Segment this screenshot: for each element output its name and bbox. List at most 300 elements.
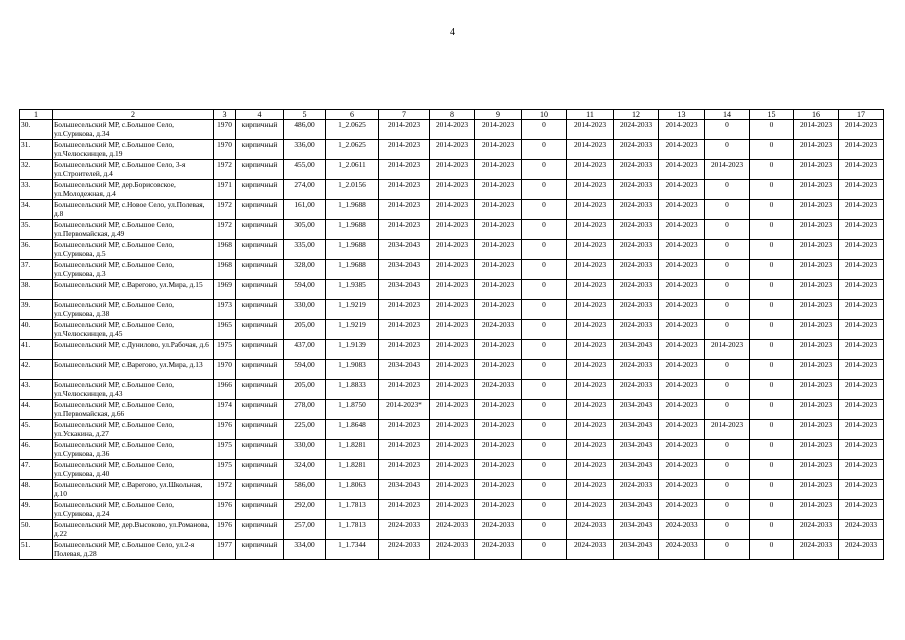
table-row [20,360,884,380]
table-cell: 39. [20,300,53,320]
table-cell: 0 [750,200,794,220]
table-cell: 0 [705,500,750,520]
table-cell: 0 [705,320,750,340]
table-cell: 2014-2023 [430,380,475,400]
table-cell: 2014-2023 [659,400,705,420]
table-cell: 0 [750,320,794,340]
table-cell: 0 [750,380,794,400]
table-cell: 0 [522,420,567,440]
table-cell: 335,00 [284,240,326,260]
table-cell: 0 [705,240,750,260]
table-cell: 1975 [214,460,236,480]
table-cell: 0 [522,500,567,520]
table-cell: 2014-2023 [794,440,839,460]
table-cell: 2024-2033 [475,520,522,540]
table-cell: 32. [20,160,53,180]
table-cell: 2014-2023 [475,200,522,220]
table-cell: 2014-2023 [839,380,884,400]
table-cell: 30. [20,120,53,140]
address-cell: Большесельский МР, с.Варегово, ул.Мира, д.15 [53,280,214,300]
table-cell: 47. [20,460,53,480]
table-cell: 0 [522,440,567,460]
table-cell: 1_1.9688 [326,240,379,260]
table-cell: 2024-2033 [614,360,659,380]
table-cell: 2014-2023 [794,460,839,480]
table-cell: 0 [522,340,567,360]
address-cell: Большесельский МР, с.Большое Село, ул.Сурикова, д.5 [53,240,214,260]
table-cell: 2014-2023 [379,180,430,200]
table-cell: 0 [750,240,794,260]
table-cell: 2014-2023 [839,360,884,380]
address-cell: Большесельский МР, с.Новое Село, ул.Полевая, д.8 [53,200,214,220]
table-cell: 0 [705,120,750,140]
table-cell: 0 [522,240,567,260]
table-cell: 0 [522,200,567,220]
table-cell: 2014-2023 [475,260,522,280]
table-cell: 2014-2023 [475,300,522,320]
table-cell: 31. [20,140,53,160]
table-cell: кирпичный [236,460,284,480]
table-cell: 51. [20,540,53,560]
table-cell: 1_1.9219 [326,300,379,320]
table-cell: 1_1.7344 [326,540,379,560]
table-cell: 2014-2023 [794,500,839,520]
table-cell: 1965 [214,320,236,340]
table-cell: 1975 [214,340,236,360]
table-cell: 2014-2023 [839,340,884,360]
table-cell: 0 [522,160,567,180]
table-cell: 2014-2023 [839,420,884,440]
table-cell: 2014-2023 [379,440,430,460]
table-cell: 0 [750,340,794,360]
housing-register-table [19,109,884,560]
table-cell: 1974 [214,400,236,420]
table-row [20,520,884,540]
table-row [20,200,884,220]
table-cell: 1_1.9688 [326,260,379,280]
table-cell: 161,00 [284,200,326,220]
address-cell: Большесельский МР, с.Большое Село, ул.Сурикова, д.24 [53,500,214,520]
table-row [20,140,884,160]
table-cell: 1_2.0625 [326,120,379,140]
table-cell: 1969 [214,280,236,300]
table-row [20,180,884,200]
table-cell: 2014-2023 [567,160,614,180]
table-cell: 2014-2023 [475,180,522,200]
table-cell: 594,00 [284,360,326,380]
table-cell: 1968 [214,240,236,260]
table-cell: 0 [522,220,567,240]
table-cell: 2014-2023 [794,400,839,420]
table-row [20,160,884,180]
table-cell: 2024-2033 [614,120,659,140]
table-cell: 2014-2023 [659,380,705,400]
table-row [20,460,884,480]
table-cell: 1973 [214,300,236,320]
table-cell: 1970 [214,140,236,160]
address-cell: Большесельский МР, с.Большое Село, ул.Челюскинцев, д.45 [53,320,214,340]
column-header: 7 [379,110,430,120]
table-row [20,400,884,420]
table-cell: 292,00 [284,500,326,520]
table-cell: 2014-2023 [794,120,839,140]
table-cell: 2034-2043 [614,460,659,480]
table-cell: 0 [705,380,750,400]
table-cell: 586,00 [284,480,326,500]
table-row [20,280,884,300]
table-cell: кирпичный [236,240,284,260]
table-row [20,240,884,260]
table-cell: 2014-2023 [839,140,884,160]
table-cell: 2014-2023 [567,380,614,400]
table-cell: 2024-2033 [794,520,839,540]
table-cell: кирпичный [236,520,284,540]
table-cell: 2014-2023 [659,120,705,140]
table-cell: 2014-2023 [567,340,614,360]
table-row [20,480,884,500]
table-cell: 0 [750,440,794,460]
table-cell: 0 [522,520,567,540]
table-cell: 2034-2043 [614,500,659,520]
table-row [20,440,884,460]
table-cell: 2014-2023 [379,140,430,160]
table-cell: 2024-2033 [614,240,659,260]
table-cell: 2014-2023 [659,280,705,300]
column-header: 16 [794,110,839,120]
table-cell: 2014-2023 [659,440,705,460]
table-cell: 2024-2033 [794,540,839,560]
table-cell: 328,00 [284,260,326,280]
table-cell: 2014-2023 [705,340,750,360]
table-cell: 2014-2023 [430,220,475,240]
table-cell: 2024-2033 [614,480,659,500]
table-cell: 2014-2023 [430,460,475,480]
column-header: 8 [430,110,475,120]
table-cell: 2014-2023 [659,340,705,360]
table-body [20,120,884,560]
table-cell: 2024-2033 [614,140,659,160]
table-cell: 2014-2023 [430,240,475,260]
column-header: 17 [839,110,884,120]
table-cell: 2014-2023 [839,500,884,520]
table-cell: 0 [750,160,794,180]
address-cell: Большесельский МР, дер.Высоково, ул.Романова, д.22 [53,520,214,540]
table-cell: 2034-2043 [379,240,430,260]
table-cell: 42. [20,360,53,380]
table-cell: кирпичный [236,120,284,140]
table-cell: 2014-2023 [794,320,839,340]
table-cell: 0 [522,480,567,500]
table-cell: 2034-2043 [614,520,659,540]
table-cell: 1972 [214,160,236,180]
table-cell: кирпичный [236,340,284,360]
table-cell: 2014-2023 [794,180,839,200]
table-cell: 1_1.7813 [326,520,379,540]
table-cell: 2034-2043 [614,440,659,460]
table-cell: 437,00 [284,340,326,360]
column-header: 1 [20,110,53,120]
table-cell: 2014-2023 [475,440,522,460]
address-cell: Большесельский МР, с.Большое Село, ул.Сурикова, д.3 [53,260,214,280]
table-cell: 0 [750,280,794,300]
table-cell: 334,00 [284,540,326,560]
table-cell: 0 [705,300,750,320]
address-cell: Большесельский МР, с.Варегово, ул.Мира, д.13 [53,360,214,380]
table-cell: 2034-2043 [614,340,659,360]
table-cell: 2014-2023 [659,140,705,160]
table-cell: 1_2.0625 [326,140,379,160]
table-cell: 1_1.8750 [326,400,379,420]
table-cell: 2014-2023 [379,500,430,520]
table-cell: 1_1.9688 [326,200,379,220]
table-cell: 2034-2043 [379,360,430,380]
table-cell: 34. [20,200,53,220]
table-cell: 1_1.9219 [326,320,379,340]
table-cell: 2014-2023 [475,160,522,180]
table-cell: 2014-2023 [659,240,705,260]
table-cell: 2014-2023 [567,280,614,300]
table-cell: 0 [522,540,567,560]
table-cell: 2014-2023 [430,160,475,180]
table-row [20,540,884,560]
table-cell: 2014-2023 [475,360,522,380]
table-cell: 0 [705,180,750,200]
address-cell: Большесельский МР, с.Большое Село, ул.Челюскинцев, д.19 [53,140,214,160]
table-cell: кирпичный [236,480,284,500]
address-cell: Большесельский МР, с.Дунилово, ул.Рабочая, д.6 [53,340,214,360]
table-cell: 2014-2023 [430,180,475,200]
address-cell: Большесельский МР, с.Большое Село, ул.Первомайская, д.49 [53,220,214,240]
table-cell: 48. [20,480,53,500]
table-cell: 2014-2023 [839,160,884,180]
table-cell: кирпичный [236,380,284,400]
table-cell: 0 [750,140,794,160]
table-cell: 2014-2023 [705,420,750,440]
table-cell: 0 [750,520,794,540]
table-cell: 2014-2023 [839,280,884,300]
table-cell: 0 [522,280,567,300]
table-cell: 2014-2023 [794,200,839,220]
address-cell: Большесельский МР, с.Большое Село, ул.2-я Полевая, д.28 [53,540,214,560]
table-cell: 2024-2033 [379,520,430,540]
table-cell: 2024-2033 [430,520,475,540]
table-cell: 2024-2033 [659,520,705,540]
table-cell: 205,00 [284,380,326,400]
table-row [20,340,884,360]
table-cell: 274,00 [284,180,326,200]
table-cell: 0 [705,480,750,500]
table-cell: 1_1.8281 [326,460,379,480]
table-cell: 2034-2043 [379,280,430,300]
table-cell: 2014-2023 [839,120,884,140]
table-cell: 205,00 [284,320,326,340]
table-cell: 0 [522,140,567,160]
table-cell: 33. [20,180,53,200]
table-cell: 2034-2043 [379,260,430,280]
table-cell: 2024-2033 [567,520,614,540]
address-cell: Большесельский МР, с.Варегово, ул.Школьная, д.10 [53,480,214,500]
table-row [20,300,884,320]
table-cell: 2014-2023 [475,220,522,240]
table-cell: 36. [20,240,53,260]
table-cell: 2014-2023 [430,320,475,340]
table-cell: 0 [750,460,794,480]
table-cell: 0 [522,400,567,420]
table-cell: 2014-2023 [839,300,884,320]
table-cell: 2014-2023 [475,500,522,520]
table-cell: 0 [750,220,794,240]
table-cell: 1_1.9139 [326,340,379,360]
table-cell: 1970 [214,120,236,140]
table-cell: 50. [20,520,53,540]
table-cell: 2034-2043 [379,480,430,500]
table-cell: 2024-2033 [475,380,522,400]
table-cell: 2014-2023 [567,420,614,440]
table-cell: 2014-2023 [379,300,430,320]
table-cell: 2024-2033 [430,540,475,560]
table-cell: 0 [750,420,794,440]
table-cell: кирпичный [236,420,284,440]
table-cell: 2014-2023 [794,420,839,440]
table-cell: 0 [750,300,794,320]
table-cell: 2024-2033 [614,380,659,400]
address-cell: Большесельский МР, с.Большое Село, ул.Сурикова, д.36 [53,440,214,460]
address-cell: Большесельский МР, с.Большое Село, ул.Челюскинцев, д.43 [53,380,214,400]
table-cell: 0 [750,180,794,200]
table-cell: кирпичный [236,500,284,520]
table-cell: 225,00 [284,420,326,440]
table-cell: 0 [705,140,750,160]
table-cell: 41. [20,340,53,360]
table-cell: 2024-2033 [614,280,659,300]
table-cell: 2014-2023 [379,200,430,220]
table-cell: 2014-2023 [567,320,614,340]
table-cell: 2014-2023 [567,460,614,480]
address-cell: Большесельский МР, с.Большое Село, 3-я ул.Строителей, д.4 [53,160,214,180]
table-cell: 0 [750,120,794,140]
table-cell: 1971 [214,180,236,200]
table-cell: 2014-2023 [839,220,884,240]
table-cell: 45. [20,420,53,440]
column-header: 14 [705,110,750,120]
table-cell: 2014-2023 [430,420,475,440]
table-cell: 0 [522,320,567,340]
table-row [20,320,884,340]
table-cell: 0 [705,220,750,240]
table-cell: 43. [20,380,53,400]
table-cell: 2014-2023 [794,380,839,400]
table-cell: 2014-2023 [659,420,705,440]
address-cell: Большесельский МР, с.Большое Село, ул.Сурикова, д.34 [53,120,214,140]
table-cell: 46. [20,440,53,460]
address-cell: Большесельский МР, с.Большое Село, ул.Сурикова, д.38 [53,300,214,320]
table-cell: 2014-2023 [430,500,475,520]
table-cell: 2014-2023 [659,320,705,340]
table-cell: 2024-2033 [614,260,659,280]
table-cell: 1966 [214,380,236,400]
table-cell: 486,00 [284,120,326,140]
table-cell: 2014-2023 [659,480,705,500]
table-cell: 2024-2033 [614,180,659,200]
table-cell: 257,00 [284,520,326,540]
table-cell: 44. [20,400,53,420]
table-cell: 2014-2023 [659,500,705,520]
table-cell: 2014-2023 [430,440,475,460]
column-header: 3 [214,110,236,120]
table-cell: 455,00 [284,160,326,180]
table-cell: 2014-2023 [839,240,884,260]
table-cell: 2014-2023 [475,280,522,300]
table-cell: 2024-2033 [614,300,659,320]
column-header: 6 [326,110,379,120]
table-cell: 305,00 [284,220,326,240]
table-cell: 2014-2023 [567,140,614,160]
table-cell: 2014-2023 [659,220,705,240]
table-cell: 2014-2023 [475,460,522,480]
table-cell: 0 [705,360,750,380]
table-cell: кирпичный [236,180,284,200]
table-cell: 330,00 [284,300,326,320]
table-cell: 2014-2023 [659,200,705,220]
table-cell: 2014-2023 [839,260,884,280]
column-header: 13 [659,110,705,120]
address-cell: Большесельский МР, дер.Борисовское, ул.Молодежная, д.4 [53,180,214,200]
table-cell: 0 [522,360,567,380]
table-cell: кирпичный [236,280,284,300]
table-cell: 1_1.8063 [326,480,379,500]
table-cell: 2014-2023 [705,160,750,180]
table-cell: 1976 [214,420,236,440]
table-cell: 2014-2023 [430,340,475,360]
table-cell: 0 [522,300,567,320]
table-cell: 1972 [214,200,236,220]
table-cell: 1_1.9688 [326,220,379,240]
table-cell: 2014-2023 [794,360,839,380]
table-cell: 2024-2033 [475,320,522,340]
header-row [20,110,884,120]
table-cell: 2014-2023 [659,260,705,280]
column-header: 15 [750,110,794,120]
column-header: 11 [567,110,614,120]
table-cell: 336,00 [284,140,326,160]
table-cell: 2014-2023 [794,160,839,180]
table-cell: 2014-2023 [379,320,430,340]
table-cell: 2014-2023 [794,480,839,500]
table-cell: кирпичный [236,140,284,160]
table-cell: 2014-2023 [794,260,839,280]
table-cell: 0 [705,440,750,460]
table-cell: 2014-2023 [379,460,430,480]
table-cell: 2014-2023 [430,200,475,220]
table-cell: 1975 [214,440,236,460]
table-cell: 324,00 [284,460,326,480]
table-cell: 0 [750,480,794,500]
table-cell: 2014-2023 [379,340,430,360]
table-cell: 1968 [214,260,236,280]
table-cell: 2014-2023 [475,140,522,160]
address-cell: Большесельский МР, с.Большое Село, ул.Ускакина, д.27 [53,420,214,440]
table-cell: 35. [20,220,53,240]
table-cell: 2014-2023 [430,480,475,500]
table-cell: кирпичный [236,320,284,340]
column-header: 12 [614,110,659,120]
table-cell: 2014-2023 [567,500,614,520]
table-cell: 1_1.8281 [326,440,379,460]
table-row [20,500,884,520]
table-cell: 2014-2023 [379,380,430,400]
table-cell: 2014-2023 [839,180,884,200]
table-cell: 0 [522,260,567,280]
